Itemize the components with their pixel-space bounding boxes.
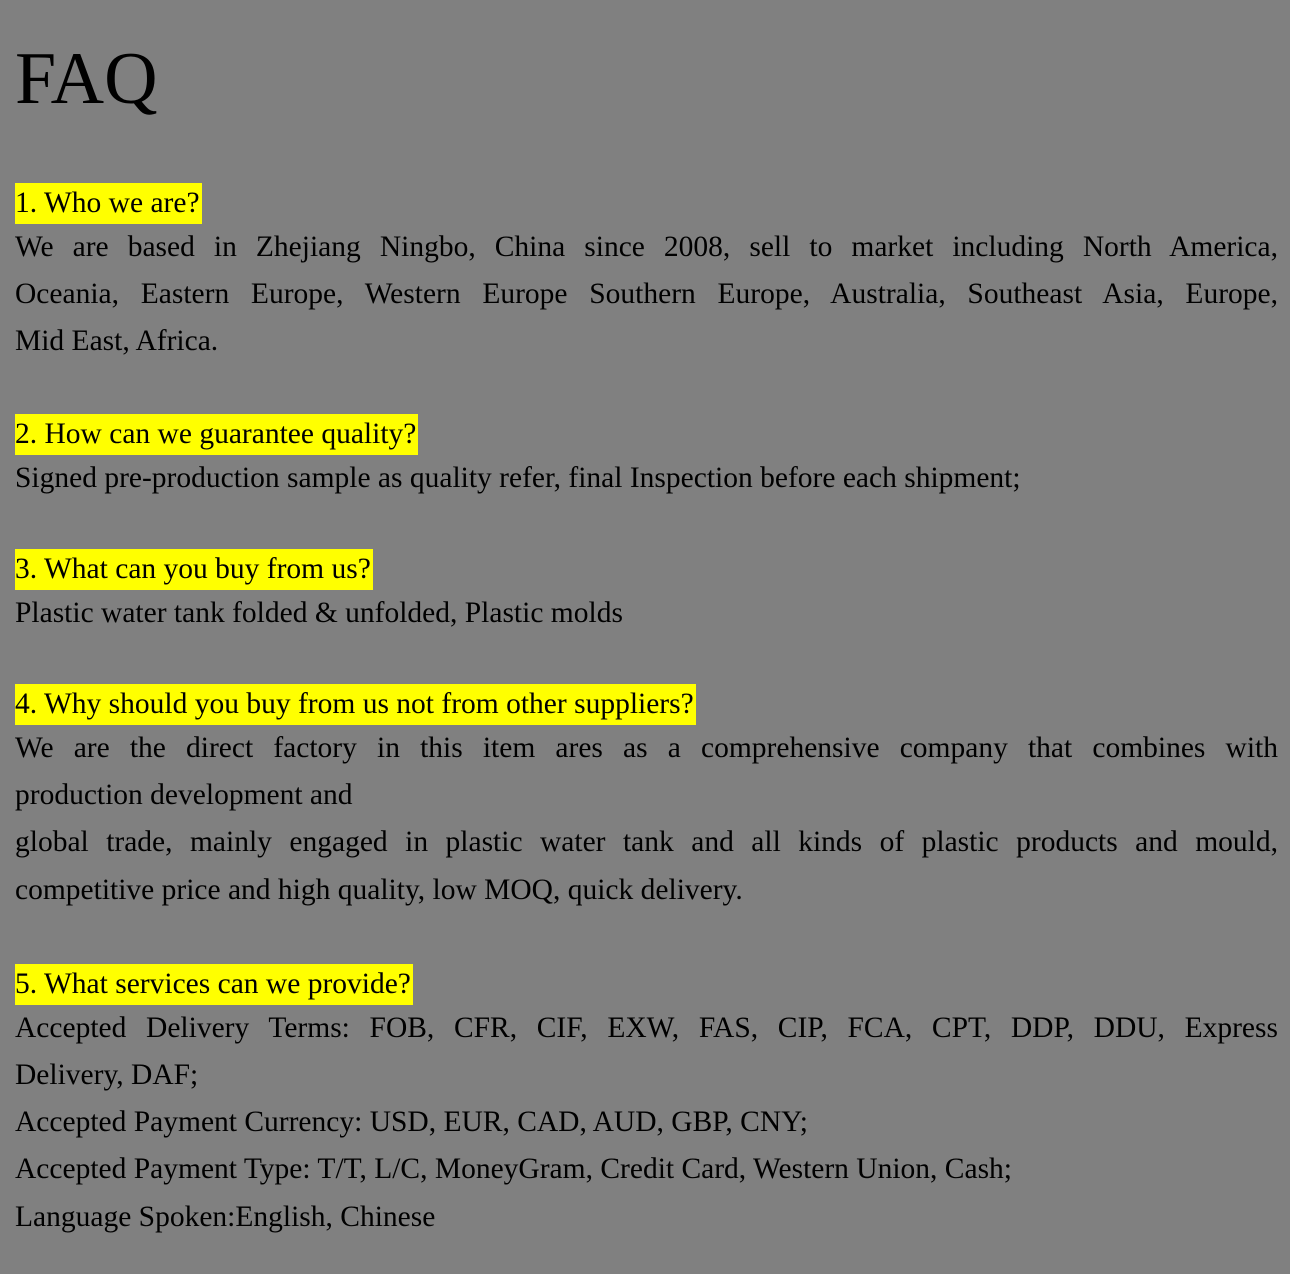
faq-item-4 <box>15 684 1278 914</box>
faq-question-5: 5. What services can we provide? <box>15 964 413 1005</box>
faq-question-1: 1. Who we are? <box>15 183 202 224</box>
answer-line: Language Spoken:English, Chinese <box>15 1200 436 1233</box>
answer-line: Accepted Payment Type: T/T, L/C, MoneyGram, Credit Card, Western Union, Cash; <box>15 1153 1013 1186</box>
faq-item-1 <box>15 183 1278 366</box>
faq-question-3: 3. What can you buy from us? <box>15 549 373 590</box>
answer-line: Accepted Payment Currency: USD, EUR, CAD, AUD, GBP, CNY; <box>15 1106 808 1139</box>
page-title: FAQ <box>15 38 158 120</box>
faq-question-4: 4. Why should you buy from us not from other suppliers? <box>15 684 696 725</box>
answer-line: Mid East, Africa. <box>15 325 219 358</box>
answer-line: Delivery, DAF; <box>15 1059 199 1092</box>
answer-line: Plastic water tank folded & unfolded, Plastic molds <box>15 596 623 629</box>
faq-question-2: 2. How can we guarantee quality? <box>15 414 418 455</box>
faq-document <box>15 0 1278 1241</box>
answer-line: production development and <box>15 779 353 812</box>
faq-item-5 <box>15 964 1278 1241</box>
answer-line: Signed pre-production sample as quality refer, final Inspection before each shipment; <box>15 461 1021 494</box>
faq-item-3 <box>15 549 1278 637</box>
faq-item-2 <box>15 414 1278 502</box>
faq-answer-1 <box>15 224 1278 366</box>
faq-answer-4 <box>15 725 1278 914</box>
faq-answer-3 <box>15 590 1278 637</box>
answer-line: competitive price and high quality, low MOQ, quick delivery. <box>15 873 743 906</box>
answer-line: Oceania, Eastern Europe, Western Europe Southern Europe, Australia, Southeast Asia, Europe, <box>15 278 1278 311</box>
answer-line: Accepted Delivery Terms: FOB, CFR, CIF, EXW, FAS, CIP, FCA, CPT, DDP, DDU, Express <box>15 1011 1278 1044</box>
faq-answer-5 <box>15 1005 1278 1241</box>
answer-line: global trade, mainly engaged in plastic water tank and all kinds of plastic products and mould, <box>15 826 1278 859</box>
answer-line: We are the direct factory in this item ares as a comprehensive company that combines with <box>15 732 1278 765</box>
faq-answer-2 <box>15 455 1278 502</box>
answer-line: We are based in Zhejiang Ningbo, China since 2008, sell to market including North America, <box>15 231 1278 263</box>
